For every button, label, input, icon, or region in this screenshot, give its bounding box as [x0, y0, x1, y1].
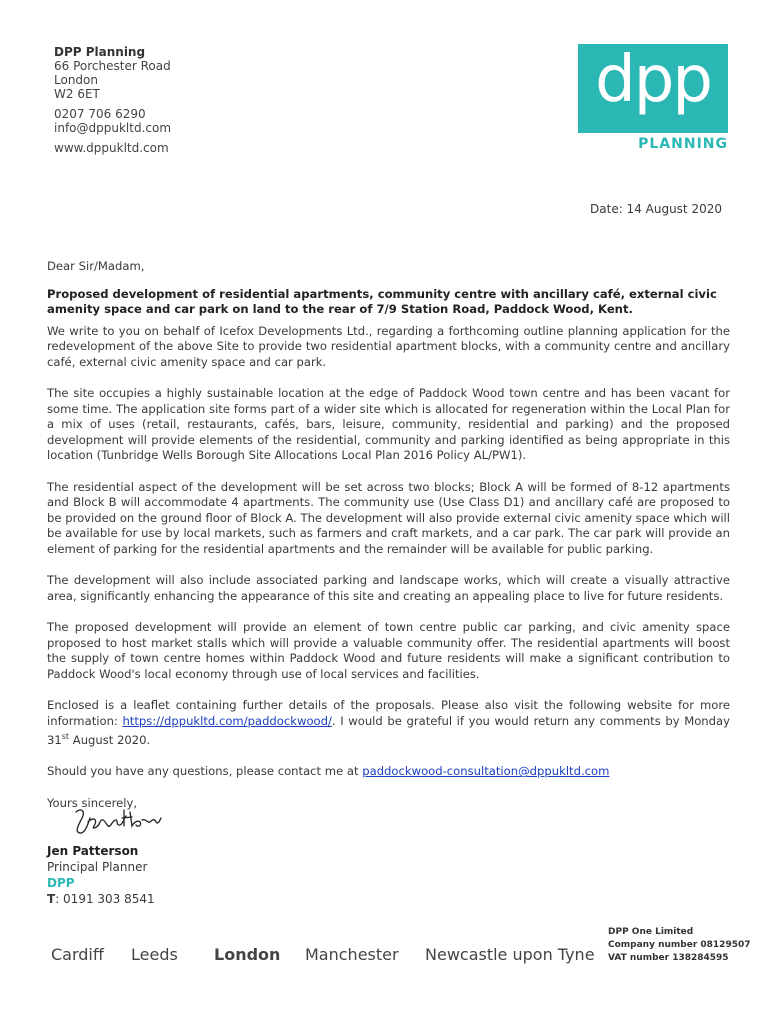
letter-body — [47, 259, 730, 827]
company-registration — [608, 926, 751, 965]
signer-company: DPP — [47, 876, 75, 890]
office-newcastle: Newcastle upon Tyne — [425, 945, 595, 964]
paragraph: The residential aspect of the development will be set across two blocks; Block A will be formed of 8-12 apartments and Block B will accommodate 4 apartments. The community use (Use Class D1) and ancillary café are proposed to be provided on the ground floor of Block A. The development will also provide external civic amenity space which will be available for use by local markets, such as farmers and craft markets, and a car park. The car park will provide an element of parking for the residential apartments and the remainder will be available for public parking. — [47, 479, 730, 556]
ordinal-suffix: st — [61, 732, 70, 741]
enclosed-paragraph — [47, 698, 730, 748]
enclosed-text: August 2020. — [69, 732, 151, 747]
phone-number: : 0191 303 8541 — [55, 892, 155, 906]
address-line: W2 6ET — [54, 87, 100, 101]
sender-address — [54, 45, 171, 155]
dpp-logo — [578, 44, 728, 155]
address-line: London — [54, 73, 98, 87]
subject-line: Proposed development of residential apartments, community centre with ancillary café, external civic amenity space and car park on land to the rear of 7/9 Station Road, Paddock Wood, Kent. — [47, 286, 717, 316]
company-number: Company number 08129507 — [608, 940, 751, 950]
handwritten-signature — [70, 806, 162, 838]
office-cardiff: Cardiff — [51, 945, 104, 964]
salutation: Dear Sir/Madam, — [47, 259, 145, 273]
sender-phone: 0207 706 6290 — [54, 107, 146, 121]
paragraph: The site occupies a highly sustainable location at the edge of Paddock Wood town centre and has been vacant for some time. The application site forms part of a wider site which is allocated for regeneration within the Local Plan for a mix of uses (retail, restaurants, cafés, bars, leisure, community, residential and parking) and the proposed development will provide elements of the residential, community and parking identified as being appropriate in this location (Tunbridge Wells Borough Site Allocations Local Plan 2016 Policy AL/PW1). — [47, 386, 730, 462]
enclosed-text: Enclosed is a leaflet containing further details of the proposals. Please also visit the following website for more information: — [47, 698, 730, 728]
consultation-email-link[interactable]: paddockwood-consultation@dppukltd.com — [362, 764, 610, 779]
questions-text: Should you have any questions, please contact me at — [47, 764, 363, 779]
paragraph: The proposed development will provide an element of town centre public car parking, and civic amenity space proposed to host market stalls which will provide a valuable community offer. The residential apartments will boost the supply of town centre homes within Paddock Wood and future residents will make a significant contribution to Paddock Wood's local economy through use of local services and facilities. — [47, 620, 730, 681]
office-london: London — [214, 945, 281, 964]
letter-date: Date: 14 August 2020 — [590, 202, 722, 216]
closing: Yours sincerely, — [47, 795, 138, 810]
signer-block — [47, 843, 155, 907]
enclosed-text: . I would be grateful if you would return any comments by Monday 31 — [47, 713, 730, 747]
phone-label: T — [47, 892, 56, 906]
sender-email: info@dppukltd.com — [54, 121, 172, 135]
signer-name: Jen Patterson — [47, 844, 139, 858]
paragraph: We write to you on behalf of Icefox Developments Ltd., regarding a forthcoming outline planning application for the redevelopment of the above Site to provide two residential apartment blocks, with a community centre and ancillary café, external civic amenity space and car park. — [47, 323, 730, 369]
signer-phone — [47, 891, 155, 907]
vat-number: VAT number 138284595 — [608, 953, 729, 963]
website-link[interactable]: https://dppukltd.com/paddockwood/ — [122, 713, 332, 728]
sender-firm: DPP Planning — [54, 45, 146, 59]
sender-website: www.dppukltd.com — [54, 141, 169, 155]
signer-title: Principal Planner — [47, 860, 148, 874]
logo-letters: dpp — [595, 43, 711, 117]
logo-word: PLANNING — [638, 136, 728, 152]
registered-company: DPP One Limited — [608, 927, 694, 937]
office-manchester: Manchester — [305, 945, 399, 964]
office-leeds: Leeds — [131, 945, 178, 964]
paragraph: The development will also include associated parking and landscape works, which will create a visually attractive area, significantly enhancing the appearance of this site and creating an appealing place to live for future residents. — [47, 573, 730, 603]
address-line: 66 Porchester Road — [54, 59, 171, 73]
questions-paragraph — [47, 764, 730, 780]
